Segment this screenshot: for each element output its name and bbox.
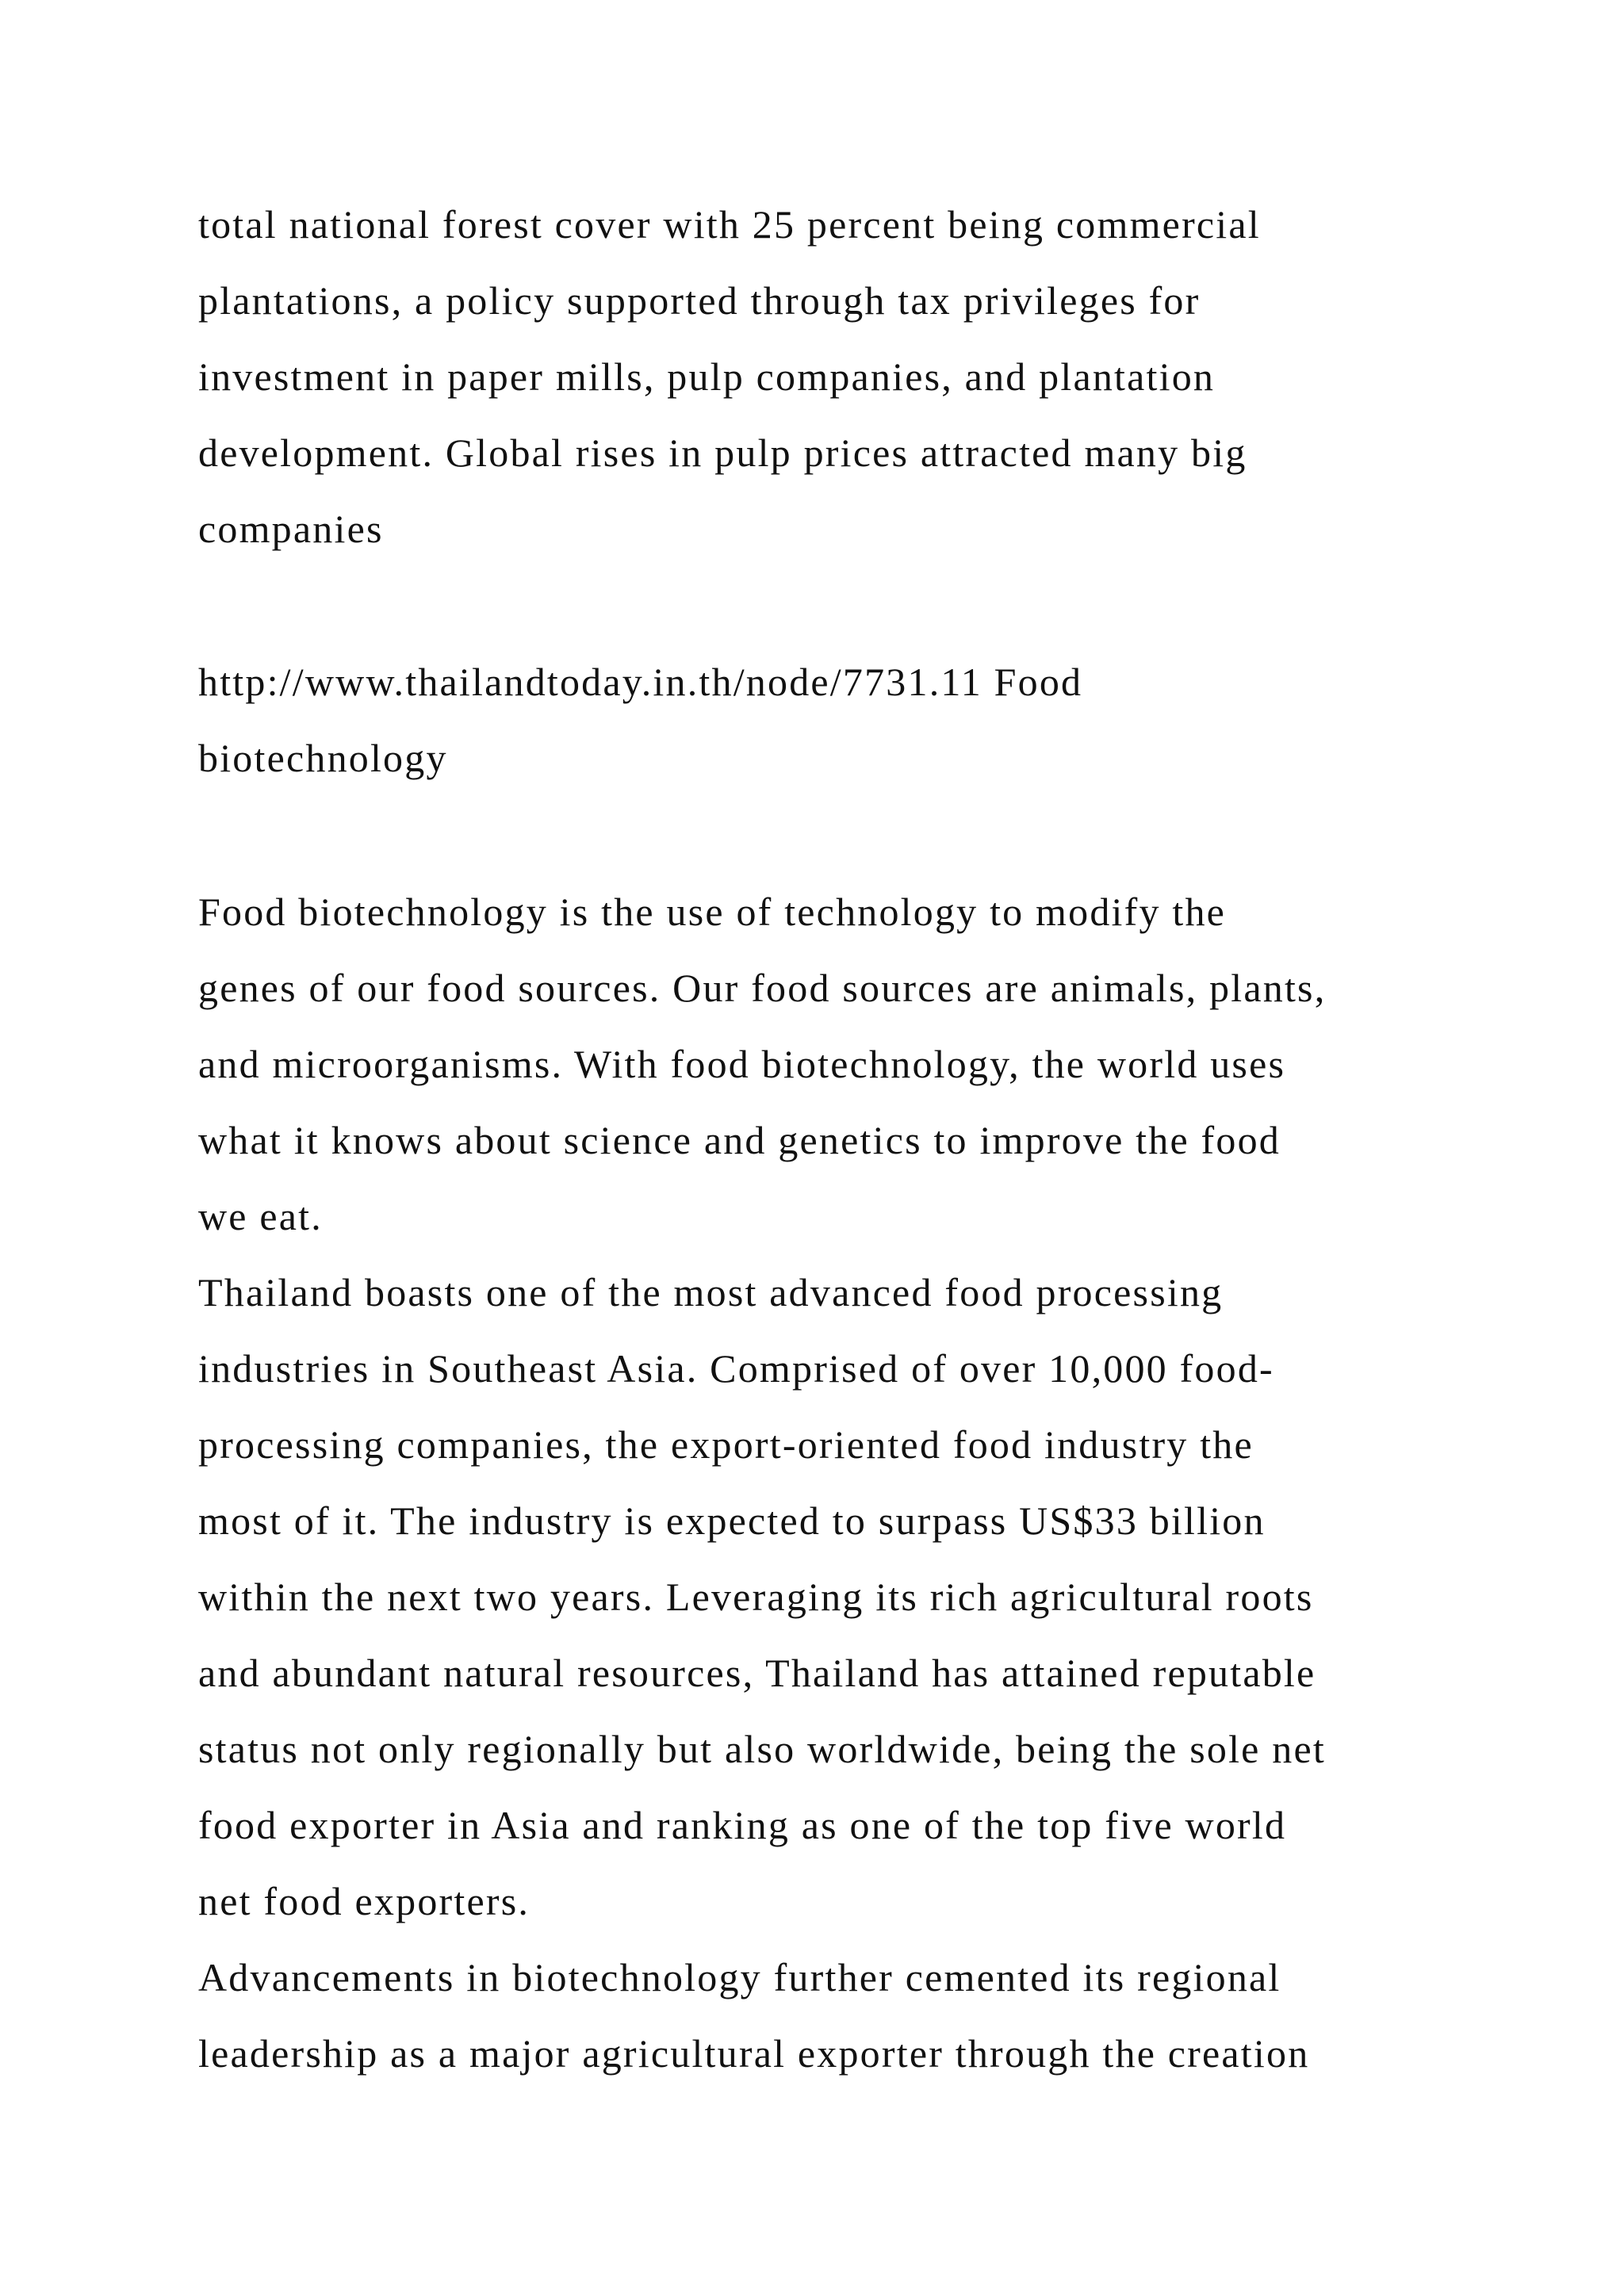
paragraph-food-biotechnology: Food biotechnology is the use of technology to modify the genes of our food sources. Our food sources are animals, plants, and microorganisms. With food biotechnology, the world uses what it knows about science and genetics to improve the food we eat. Thailand boasts one of the most advanced food processing industries in Southeast Asia. Comprised of over 10,000 food- processing companies, the export-oriented food industry the most of it. The industry is expected to surpass US$33 billion within the next two years. Leveraging its rich agricultural roots and abundant natural resources, Thailand has attained reputable status not only regionally but also worldwide, being the sole net food exporter in Asia and ranking as one of the top five world net food exporters. Advancements in biotechnology further cemented its regional leadership as a major agricultural exporter through the creation [198,890,1327,2076]
paragraph-forest-cover: total national forest cover with 25 percent being commercial plantations, a policy supported through tax privileges for investment in paper mills, pulp companies, and plantation development. Global rises in pulp prices attracted many big companies [198,202,1261,551]
paragraph-source-link: http://www.thailandtoday.in.th/node/7731.11 Food biotechnology [198,660,1083,780]
